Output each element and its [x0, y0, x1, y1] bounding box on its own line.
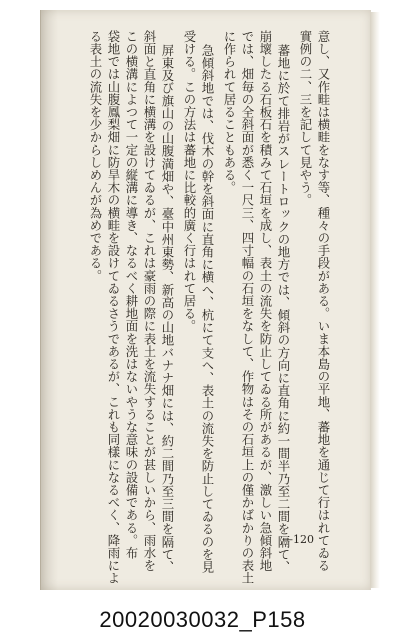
text-column-7: 急傾斜地では、伐木の幹を斜面に直角に横へ、杭にて支へ、表土の流失を防止してゐるのを見 [200, 44, 215, 574]
text-column-2: 實例の二、三を記して見やう。 [298, 30, 313, 207]
text-column-11: この横溝によつて一定の縦溝に導き、なるべく耕地面を洗はないやうな意味の設備である。布 [124, 30, 139, 560]
page-binding-shadow [40, 10, 58, 590]
text-column-5: では、畑毎の全斜面が悉く一尺三、四寸幅の石垣をなして、作物はその石垣上の僅かばかりの表土 [240, 30, 255, 585]
page-edge [370, 12, 380, 588]
page-number: —120 [282, 533, 314, 546]
text-column-9: 屏東及び旗山の山腹満畑や、臺中州東勢、新高の山地バナナ畑には、約二間乃至三間を隔て、 [160, 44, 175, 574]
text-column-6: に作られて居ることもある。 [222, 30, 237, 194]
text-column-8: 受ける。この方法は蕃地に比較的廣く行はれて居る。 [182, 30, 197, 333]
text-column-1: 意し、又作畦は横畦をなす等、種々の手段がある。いま本島の平地、蕃地を通じて行はれてゐる [316, 30, 331, 572]
image-id-caption: 20020030032_P158 [99, 607, 306, 632]
text-column-10: 斜面と直角に横溝を設けてゐるが、これは豪雨の際に表土を流失することが甚しいから、雨水を [142, 30, 157, 572]
text-column-3: 蕃地に於て排岩がスレートロックの地方では、傾斜の方向に直角に約一間半乃至二間を隔て、 [276, 44, 291, 574]
text-column-12: 袋地では山腹鳳梨畑に防旱木の横畦を設けてゐるさうであるが、これも同樣になるべく、降雨によ [106, 30, 121, 585]
text-column-13: る表土の流失を少からしめんが為めである。 [88, 30, 103, 282]
text-column-4: 崩壞したる石板石を積みて石垣を成し、表土の流失を防止してゐる所があるが、激しい急傾斜地 [258, 30, 273, 572]
